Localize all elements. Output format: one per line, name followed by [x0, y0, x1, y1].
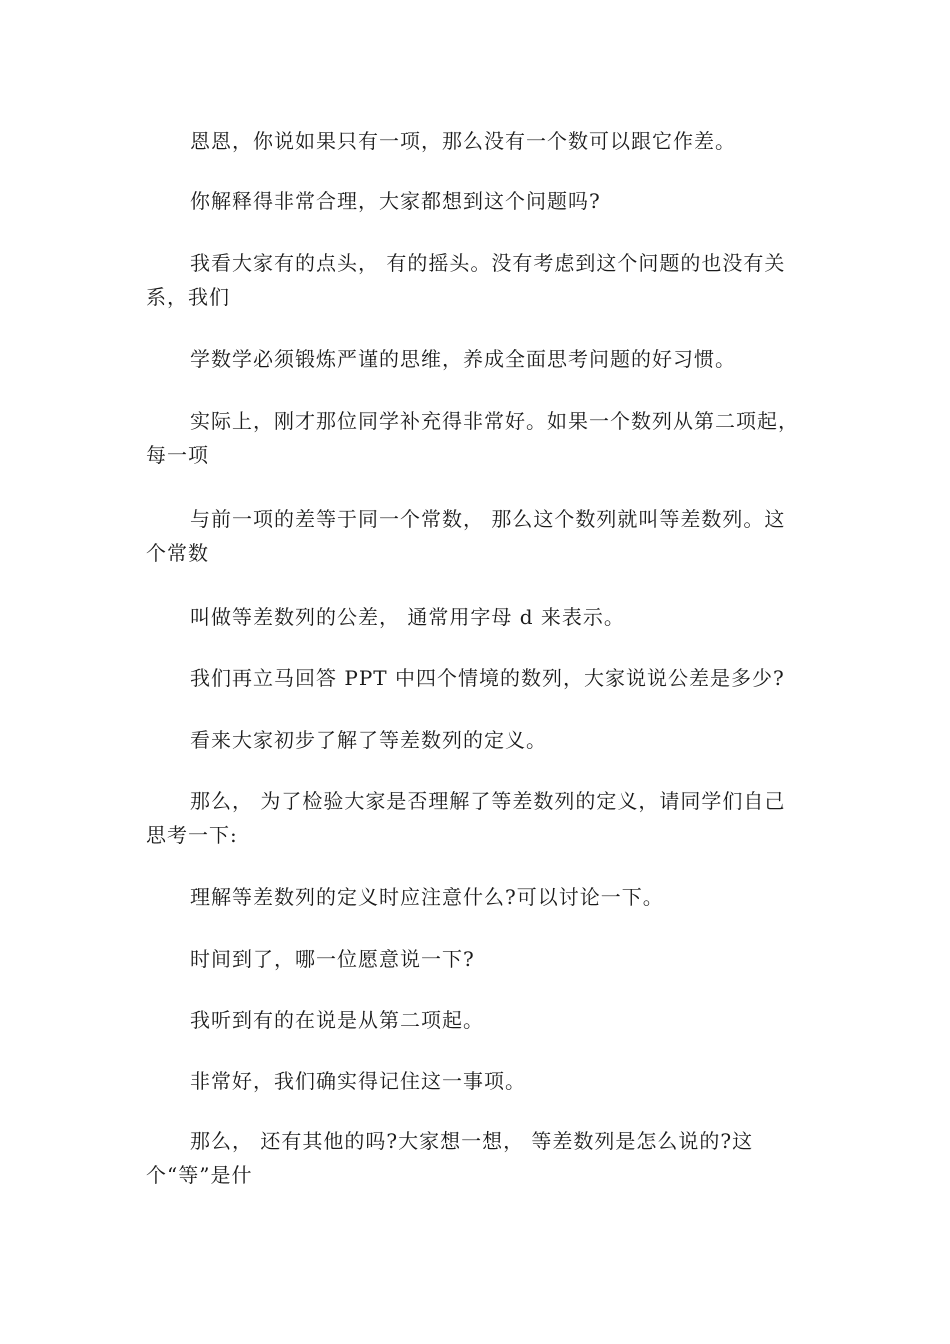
paragraph: 我们再立马回答 PPT 中四个情境的数列，大家说说公差是多少? [190, 666, 785, 690]
paragraph: 叫做等差数列的公差， 通常用字母 d 来表示。 [190, 605, 625, 629]
paragraph: 理解等差数列的定义时应注意什么?可以讨论一下。 [190, 885, 664, 909]
paragraph: 那么， 为了检验大家是否理解了等差数列的定义，请同学们自己思考一下: [146, 789, 786, 847]
paragraph: 实际上，刚才那位同学补充得非常好。如果一个数列从第二项起， 每一项 [146, 409, 799, 467]
paragraph: 我看大家有的点头， 有的摇头。没有考虑到这个问题的也没有关系，我们 [146, 251, 786, 309]
paragraph: 恩恩，你说如果只有一项，那么没有一个数可以跟它作差。 [190, 129, 736, 153]
paragraph: 看来大家初步了解了等差数列的定义。 [190, 728, 547, 752]
paragraph: 时间到了，哪一位愿意说一下? [190, 947, 475, 971]
paragraph: 非常好，我们确实得记住这一事项。 [190, 1069, 526, 1093]
paragraph: 那么， 还有其他的吗?大家想一想， 等差数列是怎么说的?这个“等”是什 [146, 1129, 754, 1187]
paragraph: 我听到有的在说是从第二项起。 [190, 1008, 484, 1032]
paragraph: 你解释得非常合理，大家都想到这个问题吗? [190, 189, 601, 213]
paragraph: 与前一项的差等于同一个常数， 那么这个数列就叫等差数列。这个常数 [146, 507, 786, 565]
paragraph: 学数学必须锻炼严谨的思维，养成全面思考问题的好习惯。 [190, 347, 736, 371]
